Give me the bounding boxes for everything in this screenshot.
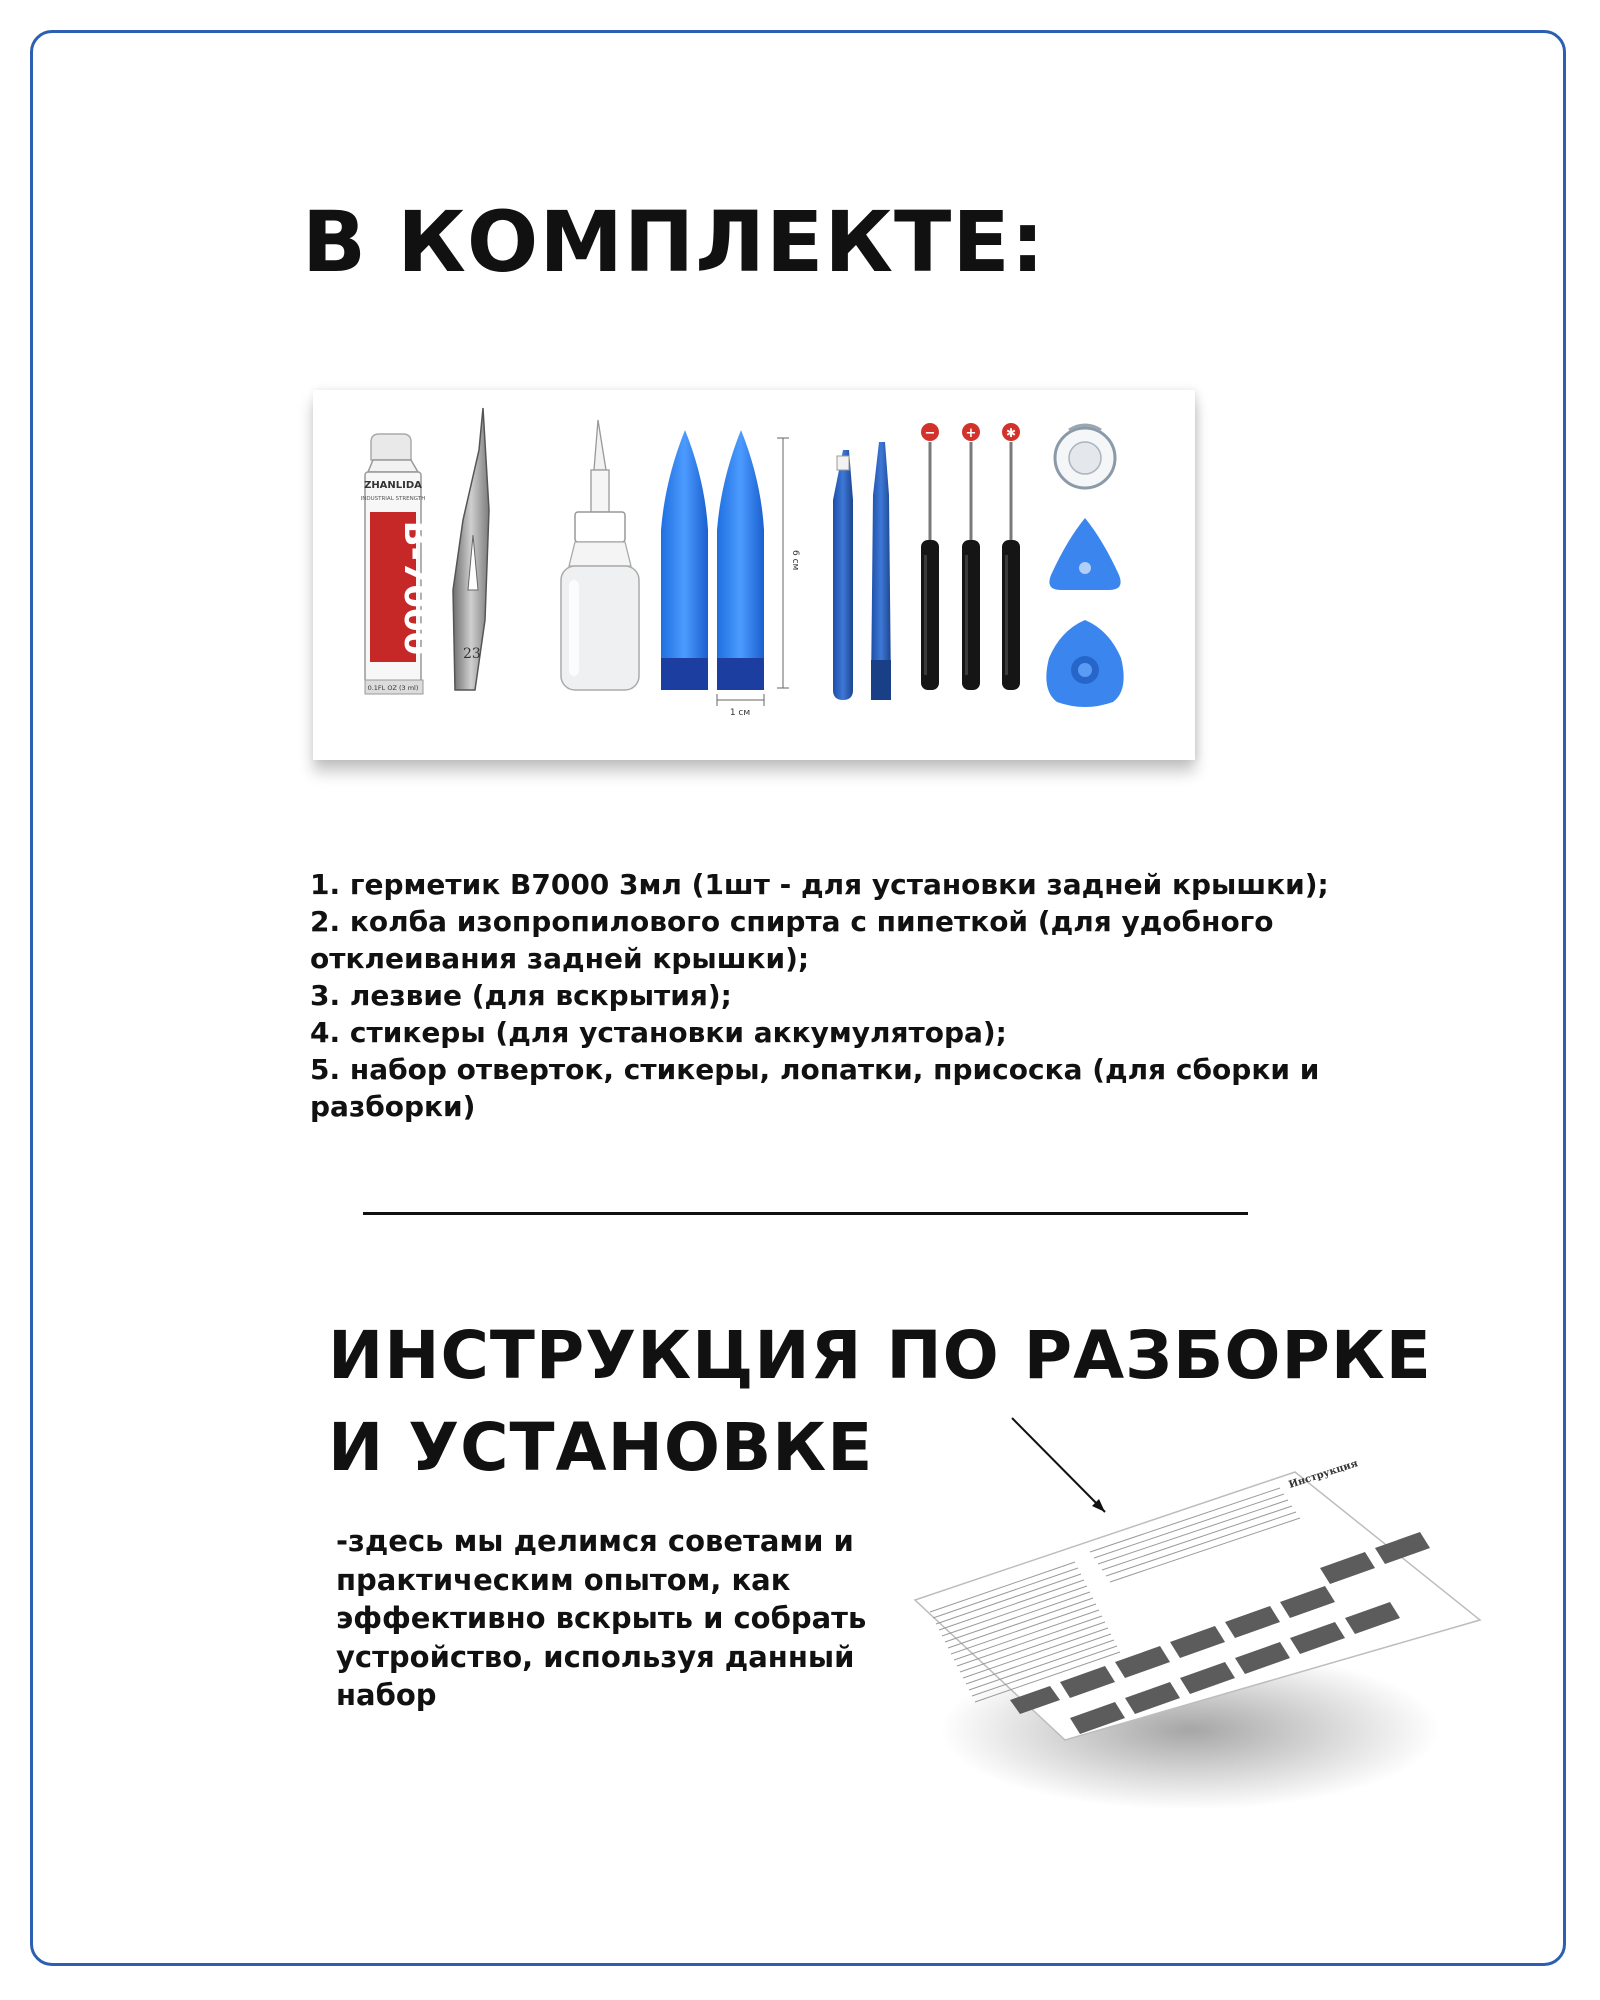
tube-volume: 0.1FL OZ (3 ml)	[367, 684, 419, 692]
blade-number: 23	[463, 646, 481, 662]
screwdriver-minus	[921, 423, 939, 690]
tube-sub: INDUSTRIAL STRENGTH	[360, 496, 426, 502]
kit-title: В КОМПЛЕКТЕ:	[302, 193, 1046, 291]
adhesive-strips	[661, 430, 800, 718]
list-item: 5. набор отверток, стикеры, лопатки, присоска (для сборки и разборки)	[310, 1053, 1320, 1123]
kit-items-list	[310, 866, 1370, 1125]
screwdriver-plus	[962, 423, 980, 690]
suction-cup	[1055, 425, 1115, 488]
instruction-title-line2: И УСТАНОВКЕ	[328, 1409, 874, 1486]
alcohol-bottle	[561, 420, 639, 690]
screwdriver-set	[921, 423, 1020, 690]
list-item: 4. стикеры (для установки аккумулятора);	[310, 1016, 1007, 1049]
spudger-tools	[833, 442, 891, 700]
instruction-description: -здесь мы делимся советами и практическим опытом, как эффективно вскрыть и собрать устройство, используя данный набор	[336, 1524, 867, 1712]
pick-tool	[1046, 620, 1123, 707]
instruction-title-line1: ИНСТРУКЦИЯ ПО РАЗБОРКЕ	[328, 1317, 1432, 1394]
section-divider	[363, 1212, 1248, 1215]
manual-sheet-illustration	[900, 1400, 1500, 1840]
tube-label: B-7000	[396, 520, 436, 656]
scalpel-blade	[453, 408, 489, 690]
list-item: 1. герметик B7000 3мл (1шт - для установки задней крышки);	[310, 868, 1329, 901]
list-item: 3. лезвие (для вскрытия);	[310, 979, 732, 1012]
manual-title: Инструкция	[1287, 1458, 1360, 1491]
kit-photo	[313, 390, 1195, 760]
tube-brand: ZHANLIDA	[364, 480, 422, 491]
width-dimension: 1 см	[729, 708, 751, 718]
screwdriver-tip-plus: +	[965, 426, 977, 441]
height-dimension: 6 см	[790, 550, 800, 571]
pointer-arrow	[1012, 1418, 1105, 1512]
screwdriver-tip-minus: −	[924, 426, 936, 441]
triangle-pick	[1049, 518, 1120, 590]
screwdriver-tip-star: ✱	[1005, 426, 1017, 440]
screwdriver-star	[1002, 423, 1020, 690]
glue-tube	[361, 434, 436, 694]
list-item: 2. колба изопропилового спирта с пипеткой (для удобного отклеивания задней крышки);	[310, 905, 1274, 975]
